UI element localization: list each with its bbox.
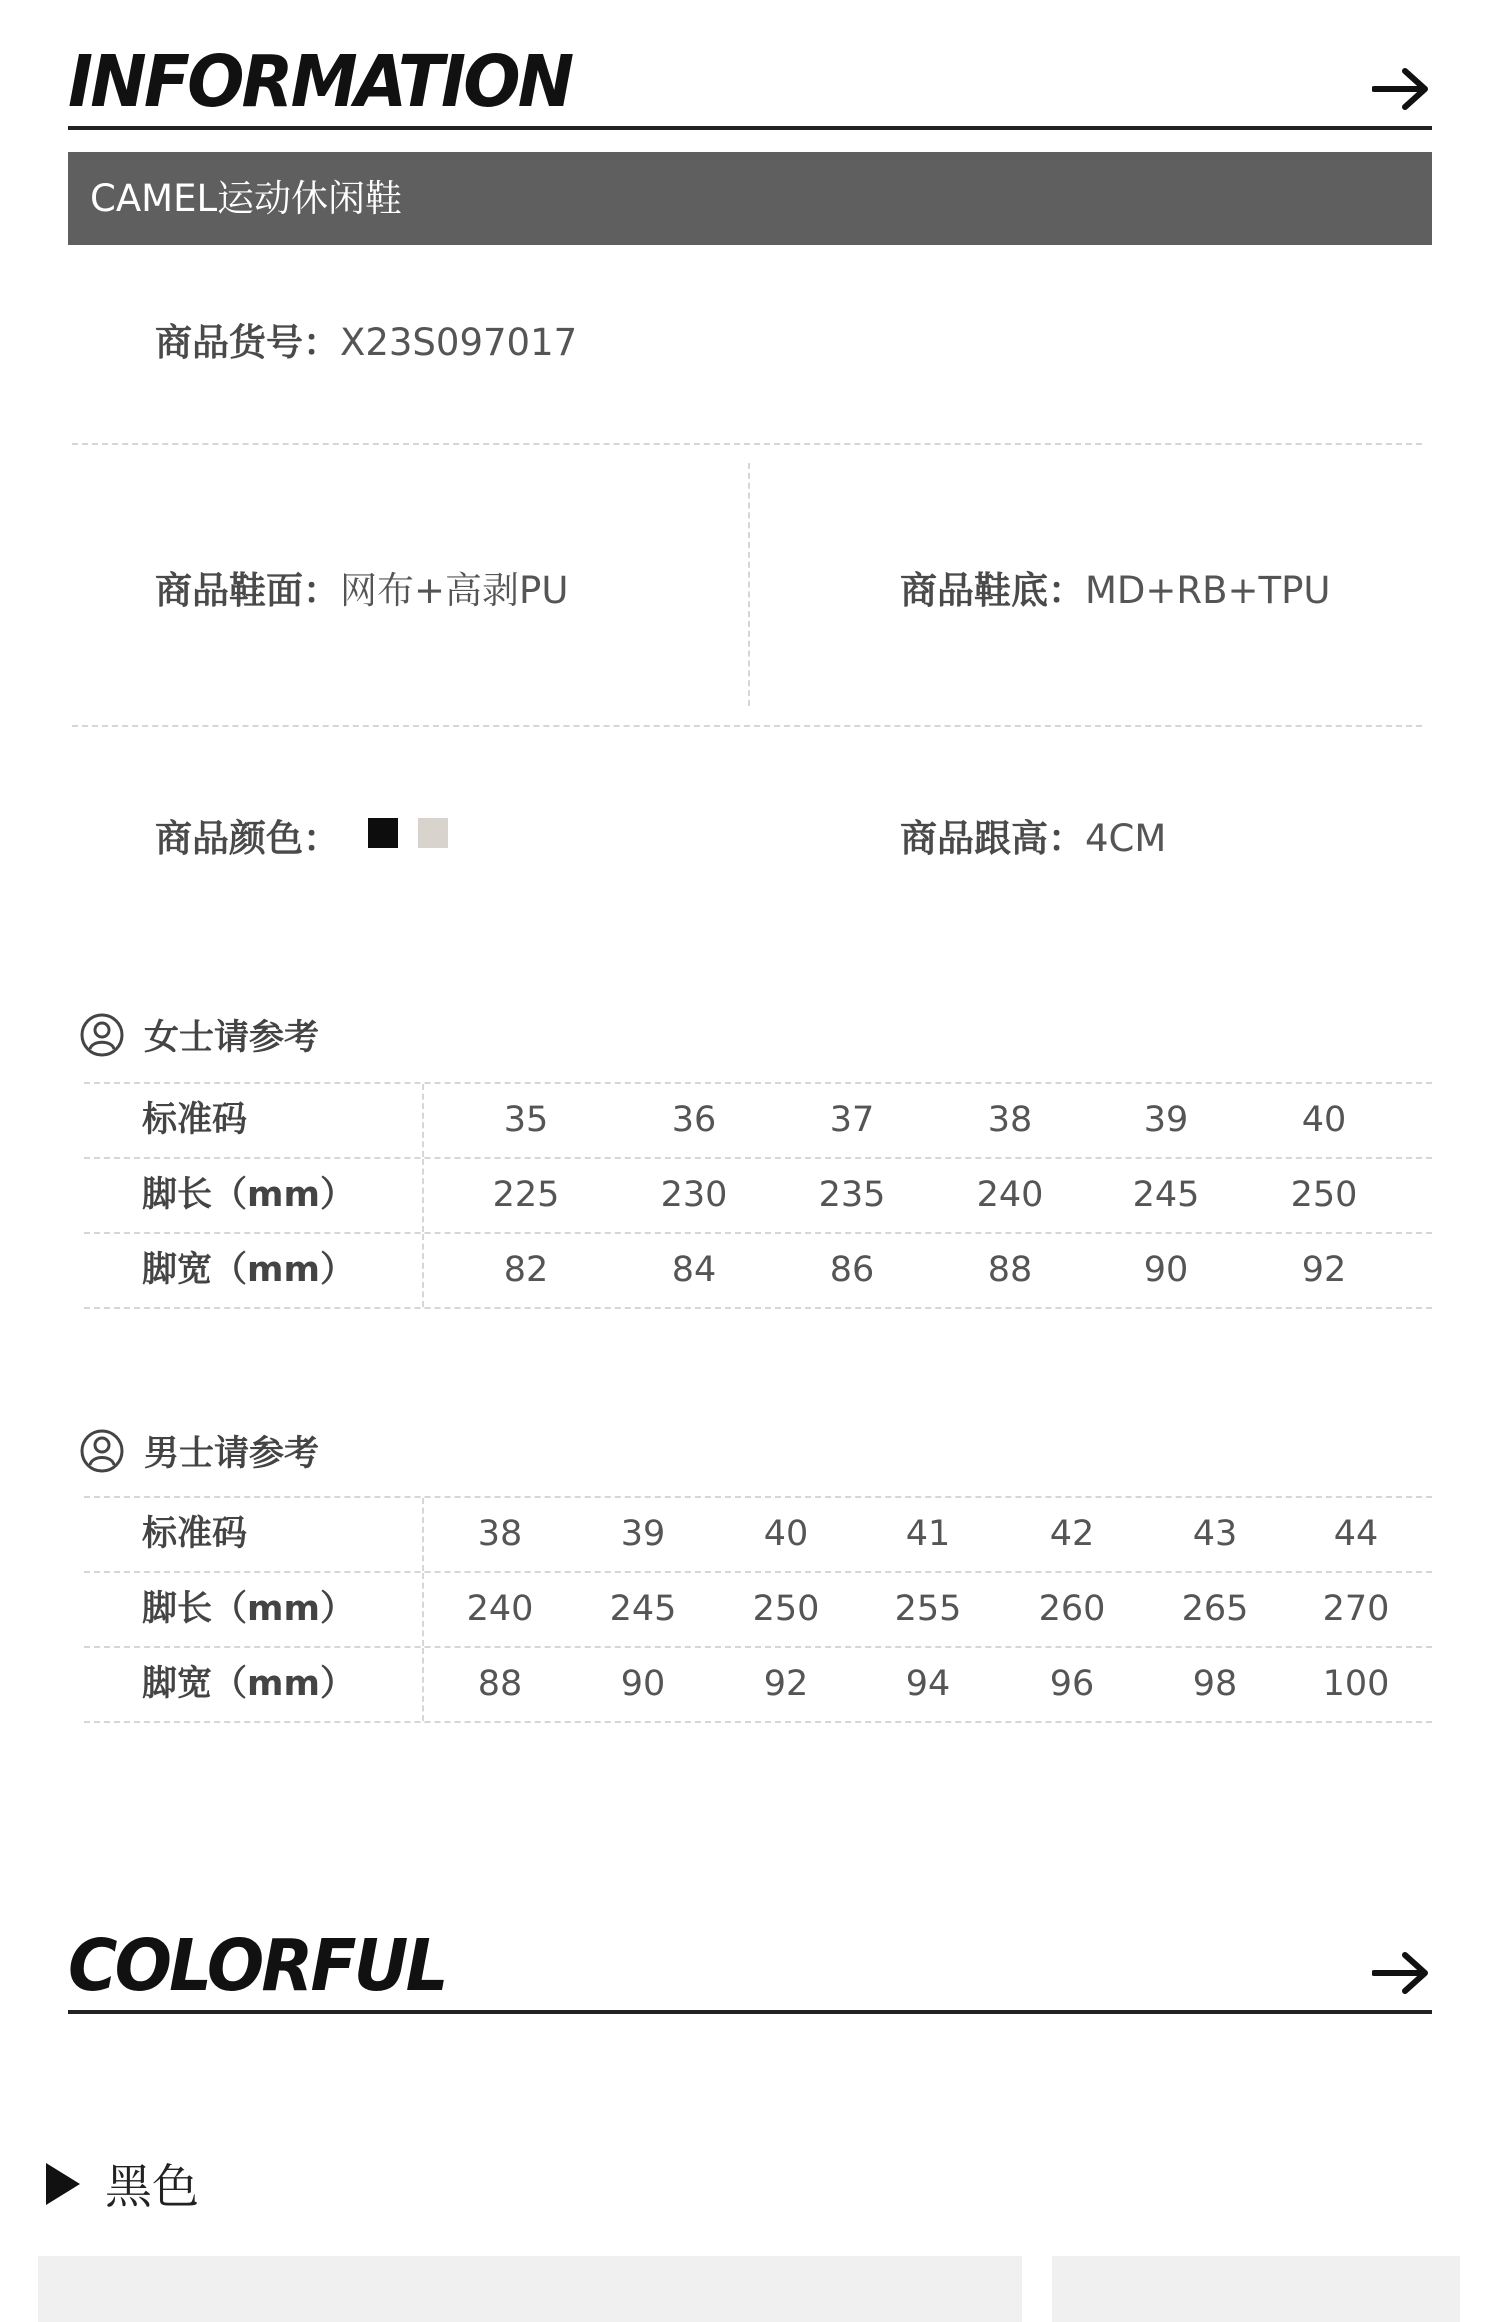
table-cell: 35 <box>503 1100 549 1140</box>
table-cell: 88 <box>477 1664 523 1704</box>
table-row <box>84 1234 1432 1309</box>
row-label: 脚长（mm） <box>142 1175 355 1215</box>
color-swatch-black[interactable] <box>368 818 398 848</box>
row-label: 脚宽（mm） <box>142 1664 355 1704</box>
table-cell: 245 <box>609 1589 677 1629</box>
upper-material-value: 网布+高剥PU <box>340 569 569 612</box>
table-row <box>84 1082 1432 1159</box>
row-label: 脚长（mm） <box>142 1589 355 1629</box>
divider <box>72 443 1422 445</box>
table-cell: 44 <box>1333 1514 1379 1554</box>
table-cell: 37 <box>829 1100 875 1140</box>
table-cell: 250 <box>1290 1175 1358 1215</box>
table-cell: 225 <box>492 1175 560 1215</box>
information-title: INFORMATION <box>68 40 572 123</box>
divider-vertical <box>422 1234 424 1307</box>
men-size-table <box>84 1496 1432 1723</box>
color-variant-black[interactable] <box>46 2150 199 2217</box>
table-cell: 41 <box>905 1514 951 1554</box>
table-row <box>84 1496 1432 1573</box>
divider-vertical <box>422 1159 424 1232</box>
table-cell: 88 <box>987 1250 1033 1290</box>
item-number-label: 商品货号： <box>155 321 340 364</box>
table-cell: 90 <box>620 1664 666 1704</box>
table-cell: 82 <box>503 1250 549 1290</box>
table-cell: 100 <box>1322 1664 1390 1704</box>
table-cell: 255 <box>894 1589 962 1629</box>
information-rule <box>68 126 1432 130</box>
table-cell: 94 <box>905 1664 951 1704</box>
product-color <box>155 808 340 862</box>
table-cell: 92 <box>1301 1250 1347 1290</box>
product-image <box>1052 2256 1460 2322</box>
women-size-heading <box>80 1010 319 1060</box>
table-cell: 38 <box>987 1100 1033 1140</box>
female-icon <box>80 1013 124 1057</box>
arrow-right-icon[interactable] <box>1372 1952 1430 1994</box>
table-row <box>84 1648 1432 1723</box>
table-cell: 98 <box>1192 1664 1238 1704</box>
men-size-heading <box>80 1426 319 1476</box>
product-color-label: 商品颜色： <box>155 817 340 860</box>
table-cell: 40 <box>1301 1100 1347 1140</box>
play-triangle-icon <box>46 2163 80 2205</box>
table-cell: 40 <box>763 1514 809 1554</box>
table-cell: 265 <box>1181 1589 1249 1629</box>
table-cell: 90 <box>1143 1250 1189 1290</box>
table-cell: 92 <box>763 1664 809 1704</box>
color-swatch-beige[interactable] <box>418 818 448 848</box>
table-cell: 86 <box>829 1250 875 1290</box>
table-row <box>84 1159 1432 1234</box>
row-label: 标准码 <box>142 1100 248 1140</box>
table-cell: 43 <box>1192 1514 1238 1554</box>
table-cell: 39 <box>620 1514 666 1554</box>
male-icon <box>80 1429 124 1473</box>
divider-vertical <box>422 1084 424 1157</box>
divider-vertical <box>422 1498 424 1571</box>
heel-height-label: 商品跟高： <box>900 817 1085 860</box>
colorful-title: COLORFUL <box>68 1924 446 2007</box>
product-image <box>38 2256 1022 2322</box>
upper-material <box>155 560 568 614</box>
men-size-title: 男士请参考 <box>144 1434 320 1474</box>
divider <box>72 725 1422 727</box>
table-cell: 39 <box>1143 1100 1189 1140</box>
divider-vertical <box>422 1648 424 1721</box>
row-label: 标准码 <box>142 1514 248 1554</box>
heel-height <box>900 808 1166 862</box>
upper-material-label: 商品鞋面： <box>155 569 340 612</box>
women-size-table <box>84 1082 1432 1309</box>
sole-material-label: 商品鞋底： <box>900 569 1085 612</box>
colorful-rule <box>68 2010 1432 2014</box>
table-cell: 245 <box>1132 1175 1200 1215</box>
table-cell: 36 <box>671 1100 717 1140</box>
table-row <box>84 1573 1432 1648</box>
row-label: 脚宽（mm） <box>142 1250 355 1290</box>
table-cell: 42 <box>1049 1514 1095 1554</box>
sole-material-value: MD+RB+TPU <box>1085 569 1331 612</box>
item-number <box>155 312 577 366</box>
table-cell: 240 <box>466 1589 534 1629</box>
divider-vertical <box>422 1573 424 1646</box>
table-cell: 260 <box>1038 1589 1106 1629</box>
sole-material <box>900 560 1331 614</box>
table-cell: 240 <box>976 1175 1044 1215</box>
table-cell: 230 <box>660 1175 728 1215</box>
women-size-title: 女士请参考 <box>144 1018 320 1058</box>
table-cell: 38 <box>477 1514 523 1554</box>
arrow-right-icon[interactable] <box>1372 68 1430 110</box>
table-cell: 235 <box>818 1175 886 1215</box>
table-cell: 84 <box>671 1250 717 1290</box>
divider-vertical <box>748 463 750 706</box>
table-cell: 250 <box>752 1589 820 1629</box>
item-number-value: X23S097017 <box>340 321 578 364</box>
table-cell: 270 <box>1322 1589 1390 1629</box>
heel-height-value: 4CM <box>1085 817 1167 860</box>
product-name-banner: CAMEL运动休闲鞋 <box>68 152 1432 245</box>
table-cell: 96 <box>1049 1664 1095 1704</box>
color-variant-label: 黑色 <box>105 2160 199 2215</box>
